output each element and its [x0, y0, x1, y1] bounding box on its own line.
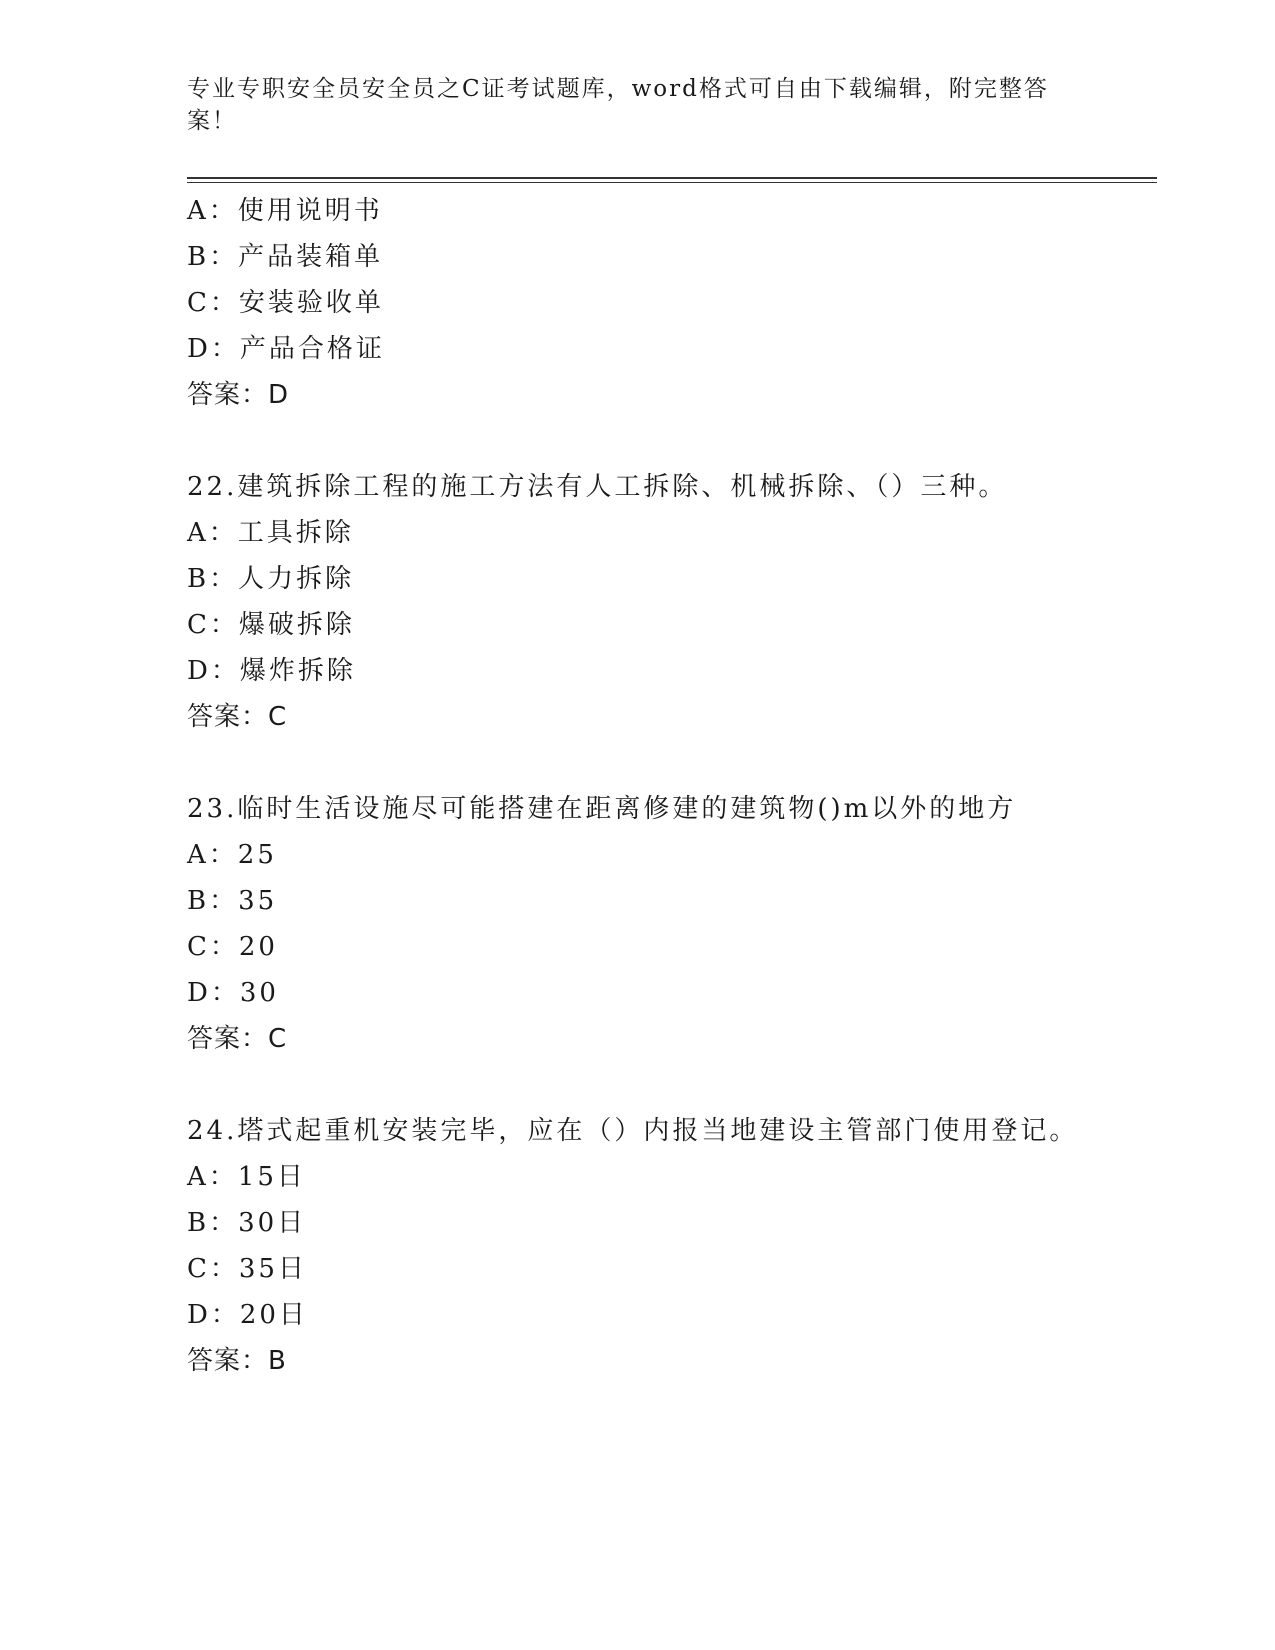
option-a: A：工具拆除 [187, 518, 354, 548]
header-divider-thick [187, 177, 1157, 179]
question-stem: 24.塔式起重机安装完毕，应在（）内报当地建设主管部门使用登记。 [187, 1116, 1079, 1146]
question-list [187, 188, 1147, 1384]
spacer [187, 740, 1147, 786]
question-block [187, 786, 1147, 1062]
spacer [187, 1062, 1147, 1108]
option-c: C：20 [187, 932, 278, 962]
spacer [187, 418, 1147, 464]
option-b: B：人力拆除 [187, 564, 355, 594]
option-c: C：爆破拆除 [187, 610, 355, 640]
document-title: 专业专职安全员安全员之C证考试题库，word格式可自由下载编辑，附完整答案！ [187, 76, 1049, 134]
option-d: D：爆炸拆除 [187, 656, 356, 686]
question-stem: 22.建筑拆除工程的施工方法有人工拆除、机械拆除、（）三种。 [187, 472, 1008, 502]
question-block [187, 1108, 1147, 1384]
option-b: B：35 [187, 886, 278, 916]
answer-line: 答案：C [187, 1024, 288, 1054]
option-d: D：产品合格证 [187, 334, 385, 364]
question-stem: 23.临时生活设施尽可能搭建在距离修建的建筑物()m以外的地方 [187, 794, 1017, 824]
option-c: C：安装验收单 [187, 288, 384, 318]
option-c: C：35日 [187, 1254, 307, 1284]
answer-line: 答案：B [187, 1346, 287, 1376]
option-d: D：30 [187, 978, 279, 1008]
answer-line: 答案：C [187, 702, 288, 732]
option-a: A：15日 [187, 1162, 306, 1192]
question-block [187, 188, 1147, 418]
option-a: A：25 [187, 840, 277, 870]
answer-line: 答案：D [187, 380, 290, 410]
question-block [187, 464, 1147, 740]
option-b: B：产品装箱单 [187, 242, 384, 272]
header-divider-thin [187, 182, 1157, 183]
option-d: D：20日 [187, 1300, 308, 1330]
option-a: A：使用说明书 [187, 196, 383, 226]
option-b: B：30日 [187, 1208, 307, 1238]
